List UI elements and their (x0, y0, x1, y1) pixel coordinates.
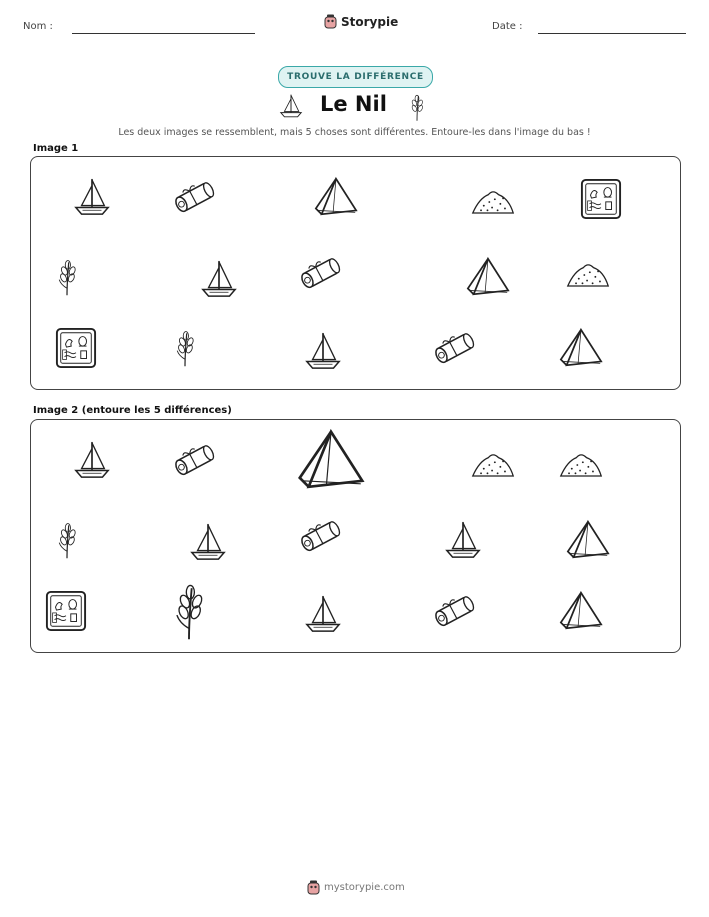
pyramid-icon[interactable] (294, 426, 368, 494)
sailboat-icon[interactable] (189, 520, 227, 564)
scroll-icon[interactable] (432, 589, 478, 633)
image1-panel (30, 156, 681, 390)
pyramid-icon[interactable] (564, 518, 612, 562)
brand-logo (324, 14, 398, 29)
instructions: Les deux images se ressemblent, mais 5 choses sont différentes. Entoure-les dans l'image du bas ! (118, 127, 591, 138)
hieroglyph-tablet-icon (580, 178, 622, 220)
name-label: Nom : (23, 21, 53, 32)
sailboat-icon (279, 92, 303, 120)
pyramid-icon (312, 175, 360, 219)
storypie-mascot-icon (324, 14, 337, 29)
scroll-icon[interactable] (298, 514, 344, 558)
image1-label: Image 1 (33, 143, 79, 154)
image2-panel[interactable] (30, 419, 681, 653)
activity-badge: TROUVE LA DIFFÉRENCE (278, 66, 433, 88)
pyramid-icon (464, 255, 512, 299)
hieroglyph-tablet-icon (55, 327, 97, 369)
wheat-icon[interactable] (169, 575, 209, 646)
name-line[interactable] (72, 33, 255, 34)
page-title: Le Nil (320, 92, 387, 116)
wheat-icon (407, 92, 427, 122)
scroll-icon (172, 175, 218, 219)
sailboat-icon[interactable] (304, 592, 342, 636)
storypie-mascot-icon (307, 880, 320, 895)
scroll-icon[interactable] (172, 438, 218, 482)
pyramid-icon (557, 326, 605, 370)
sand-pile-icon[interactable] (470, 448, 516, 482)
date-label: Date : (492, 21, 523, 32)
pyramid-icon[interactable] (557, 589, 605, 633)
sailboat-icon[interactable] (444, 518, 482, 562)
scroll-icon (298, 251, 344, 295)
wheat-icon (172, 325, 198, 371)
brand-name: Storypie (341, 14, 399, 29)
footer-site: mystorypie.com (324, 882, 405, 893)
date-line[interactable] (538, 33, 686, 34)
hieroglyph-tablet-icon[interactable] (45, 590, 87, 632)
wheat-icon (54, 254, 80, 300)
footer (307, 880, 405, 895)
sailboat-icon (200, 257, 238, 301)
wheat-icon[interactable] (54, 517, 80, 563)
sand-pile-icon (470, 185, 516, 219)
scroll-icon (432, 326, 478, 370)
sand-pile-icon[interactable] (558, 448, 604, 482)
sailboat-icon (73, 175, 111, 219)
sand-pile-icon (565, 258, 611, 292)
sailboat-icon (304, 329, 342, 373)
image2-label: Image 2 (entoure les 5 différences) (33, 405, 232, 416)
sailboat-icon[interactable] (73, 438, 111, 482)
